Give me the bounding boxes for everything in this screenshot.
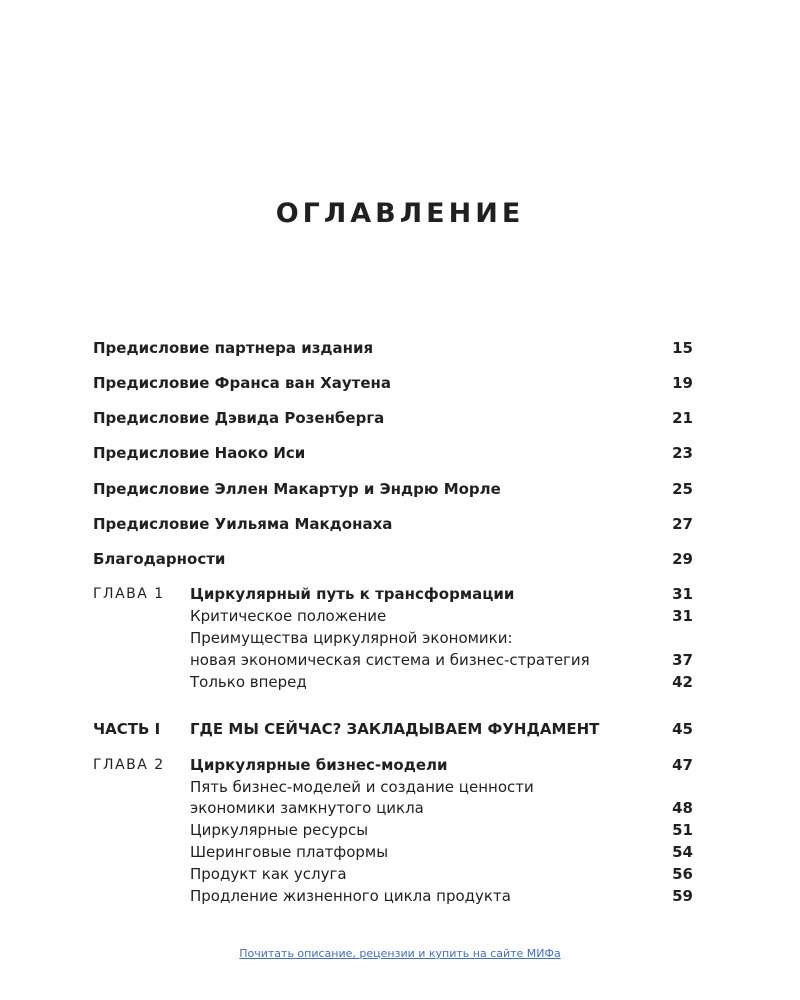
toc-entry-page: 19 [672,374,693,392]
toc-subentry[interactable] [93,627,693,649]
toc-entry-page: 29 [672,550,693,568]
toc-entry[interactable] [93,407,693,429]
toc-subentry[interactable] [93,776,693,798]
toc-entry[interactable] [93,372,693,394]
part-1-heading[interactable] [93,718,693,740]
toc-entry[interactable] [93,442,693,464]
toc-subentry-page: 42 [672,673,693,691]
chapter-page: 47 [672,756,693,774]
chapter-label: ГЛАВА 2 [93,757,165,773]
toc-subentry[interactable] [93,649,693,671]
toc-entry-page: 15 [672,339,693,357]
toc-entry[interactable] [93,513,693,535]
toc-subentry[interactable] [93,841,693,863]
chapter-title: Циркулярный путь к трансформации [190,585,515,603]
chapter-title: Циркулярные бизнес-модели [190,756,448,774]
toc-subentry-title: новая экономическая система и бизнес-стратегия [190,651,590,669]
toc-subentry-title: Продукт как услуга [190,865,347,883]
toc-subentry-page: 48 [672,799,693,817]
toc-entry-title: Благодарности [93,550,226,568]
toc-entry-page: 25 [672,480,693,498]
toc-entry-title: Предисловие Наоко Иси [93,444,306,462]
part-page: 45 [672,720,693,738]
toc-subentry[interactable] [93,605,693,627]
toc-entry[interactable] [93,337,693,359]
toc-entry-title: Предисловие Уильяма Макдонаха [93,515,393,533]
toc-subentry[interactable] [93,671,693,693]
part-title: ГДЕ МЫ СЕЙЧАС? ЗАКЛАДЫВАЕМ ФУНДАМЕНТ [190,720,600,738]
toc-subentry-title: Преимущества циркулярной экономики: [190,629,513,647]
toc-entry[interactable] [93,478,693,500]
toc-entry[interactable] [93,548,693,570]
toc-subentry-title: Продление жизненного цикла продукта [190,887,511,905]
toc-subentry[interactable] [93,885,693,907]
toc-entry-page: 23 [672,444,693,462]
toc-subentry-title: экономики замкнутого цикла [190,799,424,817]
toc-entry-title: Предисловие Дэвида Розенберга [93,409,385,427]
toc-entry-title: Предисловие Эллен Макартур и Эндрю Морле [93,480,501,498]
toc-subentry-page: 51 [672,821,693,839]
chapter-2-heading[interactable] [93,754,693,776]
toc-subentry-page: 56 [672,865,693,883]
chapter-1-heading[interactable] [93,583,693,605]
store-link[interactable]: Почитать описание, рецензии и купить на сайте МИФа [239,947,561,960]
toc-entry-title: Предисловие Франса ван Хаутена [93,374,392,392]
toc-subentry-title: Только вперед [190,673,307,691]
toc-entry-page: 27 [672,515,693,533]
toc-subentry[interactable] [93,819,693,841]
page-title: ОГЛАВЛЕНИЕ [275,198,525,229]
toc-subentry-title: Циркулярные ресурсы [190,821,369,839]
toc-subentry-title: Пять бизнес-моделей и создание ценности [190,778,534,796]
toc-entry-title: Предисловие партнера издания [93,339,374,357]
toc-subentry-page: 37 [672,651,693,669]
toc-subentry-page: 31 [672,607,693,625]
chapter-label: ГЛАВА 1 [93,586,165,602]
toc-entry-page: 21 [672,409,693,427]
toc-subentry-title: Критическое положение [190,607,387,625]
toc-subentry[interactable] [93,797,693,819]
chapter-page: 31 [672,585,693,603]
toc-subentry-page: 54 [672,843,693,861]
toc-subentry-title: Шеринговые платформы [190,843,389,861]
toc-subentry-page: 59 [672,887,693,905]
part-label: ЧАСТЬ I [93,720,161,738]
toc-subentry[interactable] [93,863,693,885]
